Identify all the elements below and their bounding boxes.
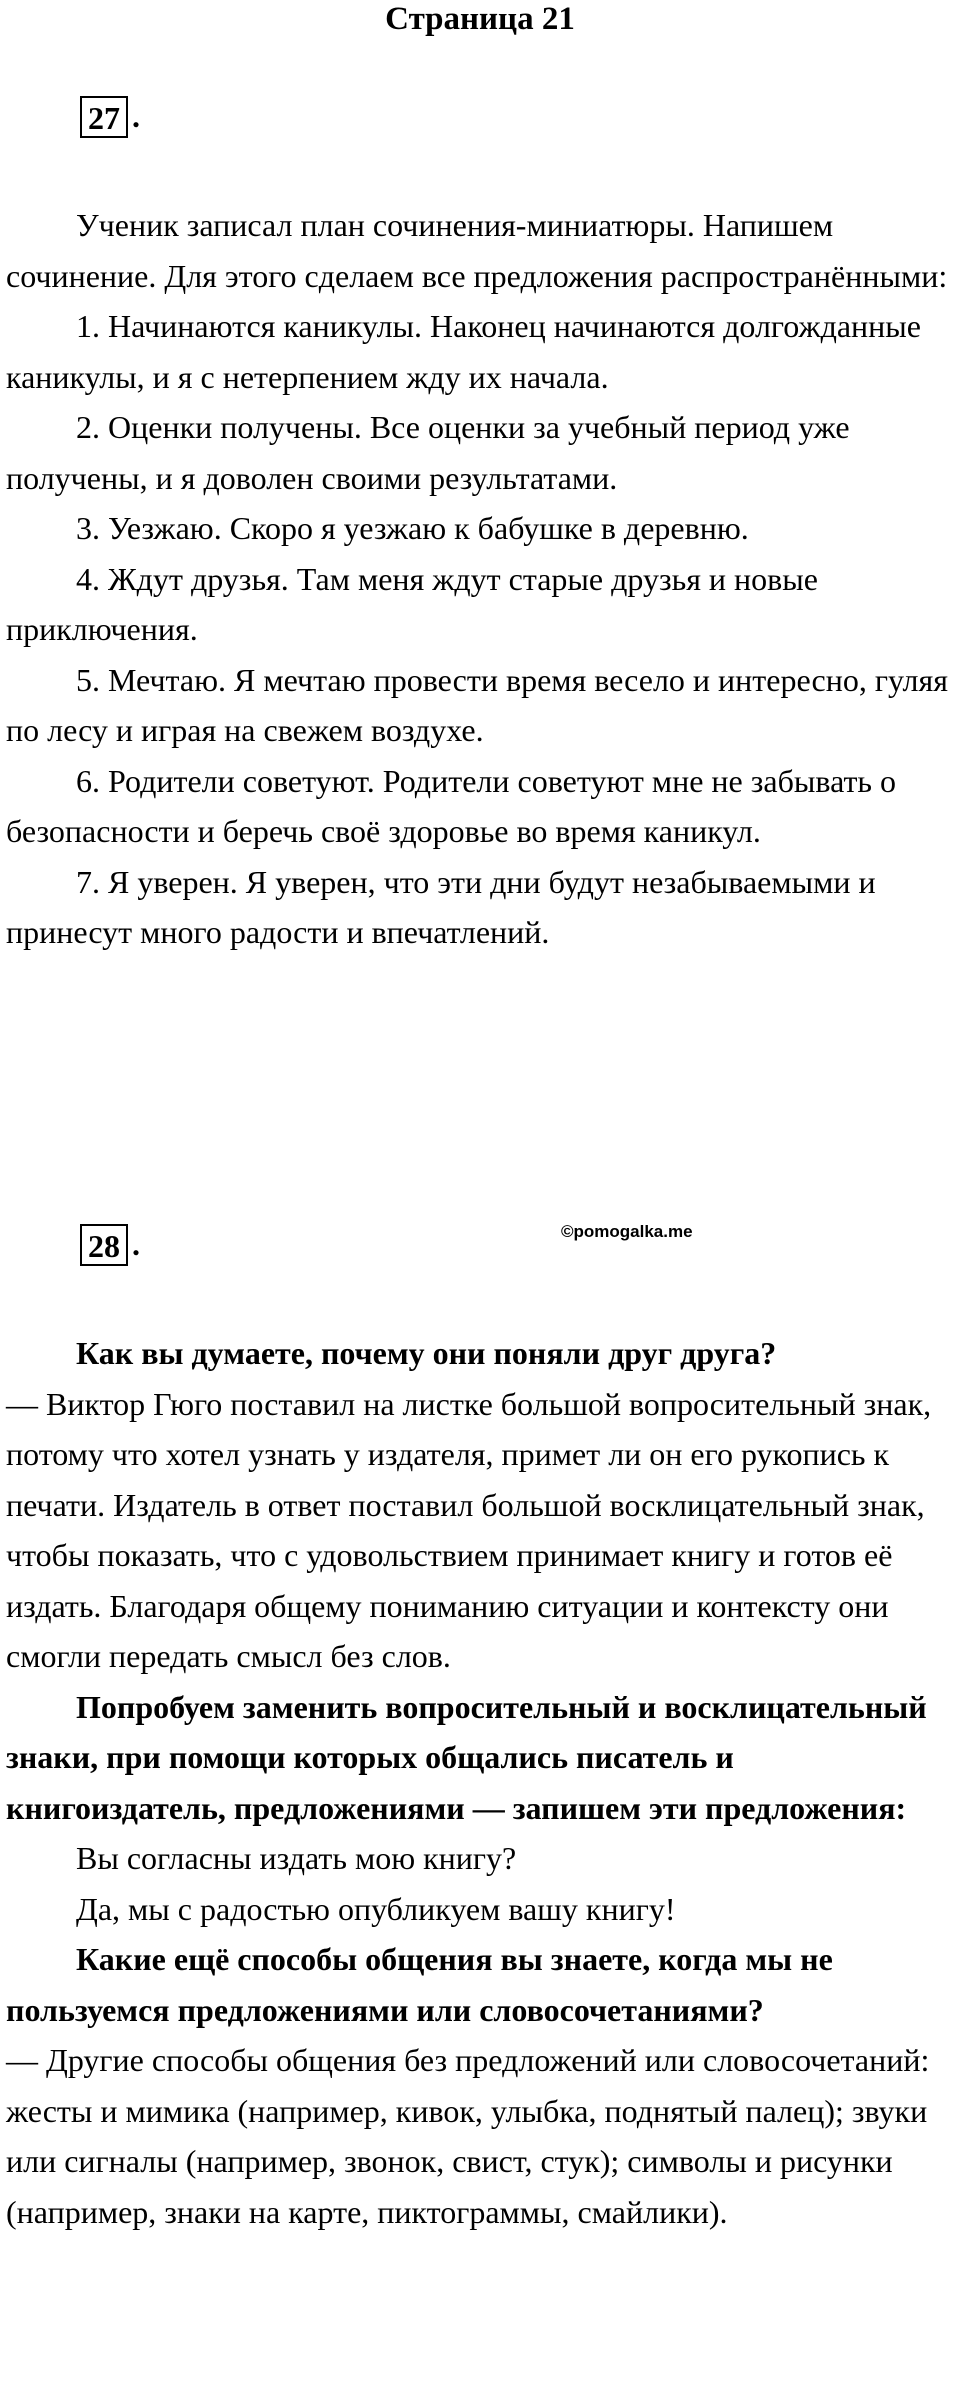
task-number-27 <box>80 96 140 138</box>
task-28-sentence-2: Да, мы с радостью опубликуем вашу книгу! <box>76 1890 676 1927</box>
task-28-answer-1: — Виктор Гюго поставил на листке большой вопросительный знак, потому что хотел узнать у издателя, примет ли он его рукопись к печати. Издатель в ответ поставил большой восклицательный знак, чтобы показать, что с удовольствием принимает книгу и готов её издать. Благодаря общему пониманию ситуации и контексту они смогли передать смысл без слов. <box>6 1385 932 1674</box>
task-27-item-5: 5. Мечтаю. Я мечтаю провести время весело и интересно, гуляя по лесу и играя на свежем воздухе. <box>6 661 948 748</box>
task-number-28-text: 28 <box>88 1228 120 1264</box>
task-27-text <box>6 200 952 958</box>
task-28-answer-3: — Другие способы общения без предложений или словосочетаний: жесты и мимика (например, кивок, улыбка, поднятый палец); звуки или сигналы (например, звонок, свист, стук); символы и рисунки (например, знаки на карте, пиктограммы, смайлики). <box>6 2042 930 2230</box>
task-28-question-3: Какие ещё способы общения вы знаете, когда мы не пользуемся предложениями или словосочетаниями? <box>6 1941 833 2028</box>
watermark: ©pomogalka.me <box>561 1222 693 1241</box>
task-27-item-6: 6. Родители советуют. Родители советуют мне не забывать о безопасности и беречь своё здоровье во время каникул. <box>6 762 897 849</box>
task-27-item-7: 7. Я уверен. Я уверен, что эти дни будут незабываемыми и принесут много радости и впечатлений. <box>6 863 876 950</box>
task-number-27-dot: . <box>132 98 140 134</box>
task-27-item-3: 3. Уезжаю. Скоро я уезжаю к бабушке в деревню. <box>76 510 749 546</box>
task-28-text <box>6 1328 952 2237</box>
task-27-intro: Ученик записал план сочинения-миниатюры. Напишем сочинение. Для этого сделаем все предложения распространёнными: <box>6 207 948 294</box>
page-title: Страница 21 <box>385 1 575 37</box>
task-number-28-dot: . <box>132 1226 140 1262</box>
task-28-sentence-1: Вы согласны издать мою книгу? <box>76 1840 517 1876</box>
task-27-item-4: 4. Ждут друзья. Там меня ждут старые друзья и новые приключения. <box>6 560 818 647</box>
task-number-28 <box>80 1224 140 1266</box>
task-27-item-2: 2. Оценки получены. Все оценки за учебный период уже получены, и я доволен своими результатами. <box>6 409 850 496</box>
task-number-27-text: 27 <box>88 100 120 136</box>
task-28-question-2: Попробуем заменить вопросительный и восклицательный знаки, при помощи которых общались писатель и книгоиздатель, предложениями — запишем эти предложения: <box>6 1688 927 1826</box>
task-27-item-1: 1. Начинаются каникулы. Наконец начинаются долгожданные каникулы, и я с нетерпением жду их начала. <box>6 308 921 395</box>
task-28-question-1: Как вы думаете, почему они поняли друг друга? <box>76 1335 777 1371</box>
